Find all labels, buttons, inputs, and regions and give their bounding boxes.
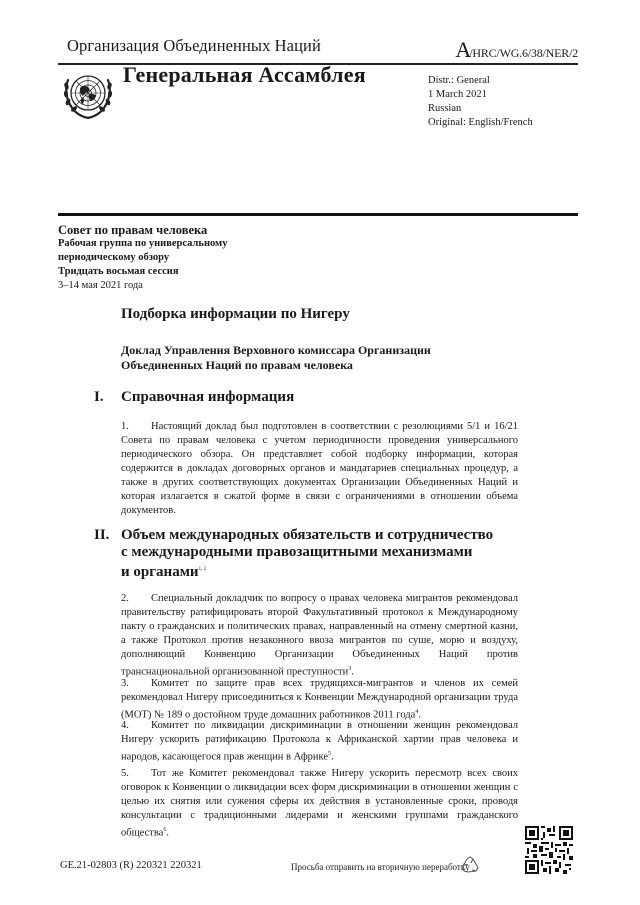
symbol-prefix: A [455,37,470,62]
paragraph-number: 1. [121,421,129,432]
paragraph-number: 4. [121,720,129,731]
paragraph-text: Настоящий доклад был подготовлен в соответствии с резолюциями 5/1 и 16/21 Совета по правам человека с учетом периодичности проведения универсального периодического обзора. Он представляет собой подборку информации, которая содержится в докладах договорных органов и мандатариев специальных процедур, а также в других соответствующих документах Организации Объединенных Наций и которая излагается в сжатой форме в связи с ограничениями в отношении объема документов. [121,421,518,516]
qr-code-icon[interactable] [525,826,573,874]
job-number: GE.21-02803 (R) 220321 220321 [60,860,202,871]
footnote-reference[interactable]: 5 [328,751,331,757]
paragraph-4 [121,719,518,765]
thick-rule [58,213,578,216]
paragraph-end: . [166,827,169,839]
paragraph-end: . [351,666,354,678]
paragraph-text: Тот же Комитет рекомендовал также Нигеру ускорить пересмотр всех своих оговорок к Конвенции о ликвидации всех форм дискриминации в отношении женщин с целью их снятия или сужения сферы их действия в установленные сроки, проводя консультации с традиционными лидерами и женскими группами гражданского общества [121,768,518,839]
paragraph-end: . [418,709,421,721]
section-heading-2 [94,527,534,587]
session-dates: 3–14 мая 2021 года [58,280,143,291]
un-emblem-icon [58,66,118,126]
recycle-icon [459,855,481,877]
section-title-line-2: с международными правозащитными механизмами [121,544,473,560]
paragraph-end: . [331,751,334,763]
paragraph-text: Комитет по ликвидации дискриминации в отношении женщин рекомендовал Нигеру ускорить ратификацию Протокола к Африканской хартии прав человека и народов, касающегося прав женщин в Африке [121,720,518,763]
council-name: Совет по правам человека [58,223,208,237]
distribution-line: Distr.: General [428,75,490,86]
footnote-reference[interactable]: 4 [415,709,419,715]
paragraph-2 [121,592,518,680]
footnote-reference[interactable]: 3 [348,666,352,672]
section-heading-1 [94,389,514,409]
symbol-rest: /HRC/WG.6/38/NER/2 [469,46,578,60]
paragraph-3 [121,677,518,723]
paragraph-text: Специальный докладчик по вопросу о правах человека мигрантов рекомендовал правительству ратифицировать второй Факультативный протокол к Международному пакту о гражданских и политических правах, направленный на отмену смертной казни, а также Протокол против незаконного ввоза мигрантов по суше, морю и воздуху, дополняющий Конвенцию Организации Объединенных Наций против транснациональной организованной преступности [121,593,518,678]
session-name: Тридцать восьмая сессия [58,266,179,277]
recycle-note: Просьба отправить на вторичную переработку [291,862,470,872]
document-subtitle: Доклад Управления Верховного комиссара Организации Объединенных Наций по правам человека [121,343,431,372]
language-line: Russian [428,103,462,114]
section-number: II. [94,527,110,543]
original-language-line: Original: English/French [428,117,533,128]
paragraph-text: Комитет по защите прав всех трудящихся-мигрантов и членов их семей рекомендовал Нигеру присоединиться к Конвенции Международной организации труда (МОТ) № 189 о достойном труде домашних работников 2011 года [121,678,518,721]
section-title-line-1: Объем международных обязательств и сотрудничество [121,527,494,543]
working-group-line-1: Рабочая группа по универсальному [58,238,228,249]
section-title-line-3: и органами [121,564,199,580]
document-title: Подборка информации по Нигеру [121,306,350,322]
paragraph-1 [121,420,518,518]
section-title [121,527,493,581]
section-title: Справочная информация [121,389,295,405]
paragraph-5 [121,767,518,841]
section-number: I. [94,389,104,405]
session-block [58,223,227,293]
distribution-block [428,74,533,130]
document-symbol [455,37,578,63]
footnote-reference[interactable]: 6 [163,827,167,833]
footnote-reference[interactable]: 1, 2 [198,567,207,572]
paragraph-number: 3. [121,678,129,689]
working-group-line-2: периодическому обзору [58,252,170,263]
organization-name: Организация Объединенных Наций [67,36,321,55]
paragraph-number: 5. [121,768,129,779]
paragraph-number: 2. [121,593,129,604]
date-line: 1 March 2021 [428,89,487,100]
general-assembly-title: Генеральная Ассамблея [123,62,366,87]
